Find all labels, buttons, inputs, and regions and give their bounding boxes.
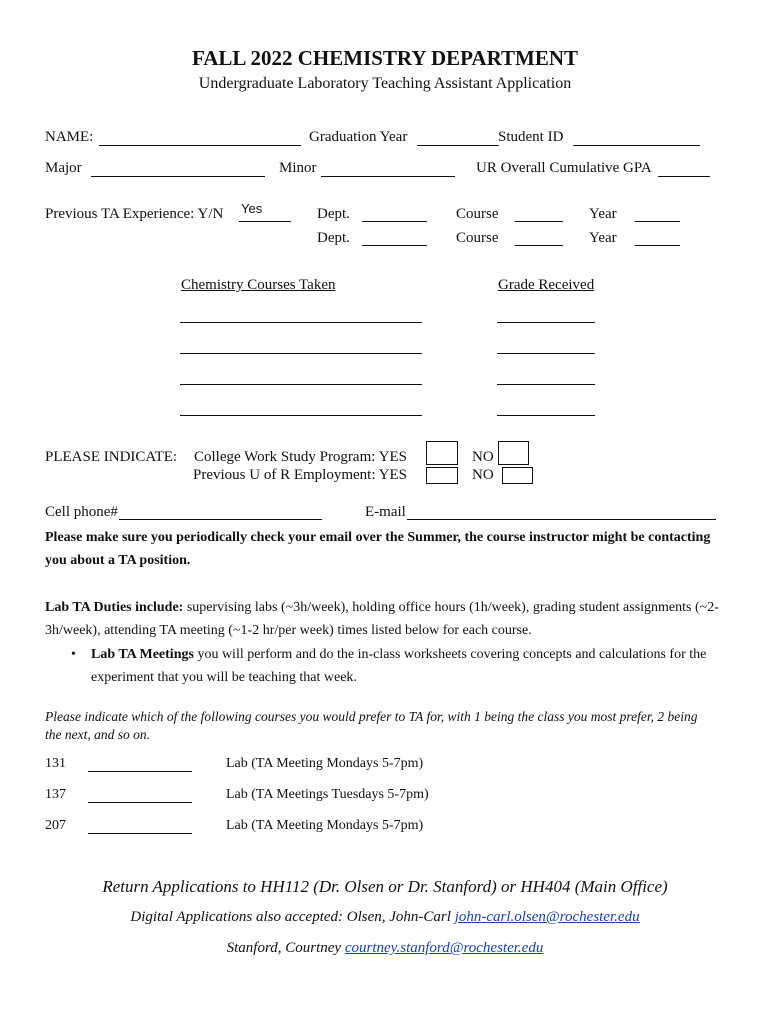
previous-ta-value[interactable]: Yes [241,201,263,216]
duties-paragraph [45,596,725,642]
duties-lead: Lab TA Duties include: [45,600,184,615]
graduation-year-field[interactable] [417,145,499,146]
meetings-lead: Lab TA Meetings [91,647,194,662]
preference-desc-137: Lab (TA Meetings Tuesdays 5-7pm) [226,787,429,802]
graduation-year-label: Graduation Year [309,129,408,145]
email-notice-text: Please make sure you periodically check your email over the Summer, the course instructor might be contacting you about a TA position. [45,530,711,568]
grade-field-2[interactable] [497,353,595,354]
cell-phone-label: Cell phone# [45,504,118,520]
year-label-1: Year [589,206,617,222]
student-id-label: Student ID [498,129,564,145]
digital-applications-text: Digital Applications also accepted: Olsen, John-Carl [130,909,455,925]
name-label: NAME: [45,129,94,145]
olsen-email-link[interactable]: john-carl.olsen@rochester.edu [454,909,640,925]
course-taken-field-4[interactable] [180,415,422,416]
preference-desc-207: Lab (TA Meeting Mondays 5-7pm) [226,818,424,833]
dept-label-1: Dept. [317,206,350,222]
course-taken-field-1[interactable] [180,322,422,323]
meetings-bullet [91,643,731,689]
work-study-yes-checkbox[interactable] [426,441,458,465]
gpa-label: UR Overall Cumulative GPA [476,160,652,176]
work-study-no-label: NO [472,449,494,465]
cell-phone-field[interactable] [119,519,322,520]
preference-rank-137[interactable] [88,802,192,803]
major-field[interactable] [91,176,265,177]
stanford-email-link[interactable]: courtney.stanford@rochester.edu [344,940,544,956]
course-label-1: Course [456,206,499,222]
major-label: Major [45,160,82,176]
grade-field-3[interactable] [497,384,595,385]
previous-ta-field[interactable] [239,221,291,222]
name-field[interactable] [99,145,301,146]
minor-field[interactable] [321,176,455,177]
preference-desc-131: Lab (TA Meeting Mondays 5-7pm) [226,756,424,771]
preference-course-207: 207 [45,818,66,833]
course-taken-field-3[interactable] [180,384,422,385]
email-field[interactable] [407,519,716,520]
previous-employment-no-checkbox[interactable] [502,467,533,484]
preference-rank-207[interactable] [88,833,192,834]
page-title: FALL 2022 CHEMISTRY DEPARTMENT [191,46,579,70]
year-label-2: Year [589,230,617,246]
email-label: E-mail [365,504,406,520]
previous-ta-label: Previous TA Experience: Y/N [45,206,224,222]
year-field-2[interactable] [635,245,680,246]
preference-rank-131[interactable] [88,771,192,772]
previous-employment-label: Previous U of R Employment: YES [193,467,408,483]
preference-course-137: 137 [45,787,66,802]
please-indicate-label: PLEASE INDICATE: [45,449,178,465]
return-instructions: Return Applications to HH112 (Dr. Olsen or Dr. Stanford) or HH404 (Main Office) [102,877,668,896]
work-study-label: College Work Study Program: YES [194,449,407,465]
meetings-text: you will perform and do the in-class worksheets covering concepts and calculations for the experiment that you will be teaching that week. [91,647,707,685]
duties-text: supervising labs (~3h/week), holding office hours (1h/week), grading student assignments (~2-3h/week), attending TA meeting (~1-2 hr/per week) times listed below for each course. [45,600,719,638]
page-subtitle: Undergraduate Laboratory Teaching Assistant Application [198,75,572,92]
student-id-field[interactable] [573,145,700,146]
gpa-field[interactable] [658,176,710,177]
grade-field-4[interactable] [497,415,595,416]
digital-applications-line [0,909,770,926]
minor-label: Minor [279,160,317,176]
grade-received-header: Grade Received [498,277,595,293]
course-field-1[interactable] [515,221,563,222]
email-notice [45,526,725,572]
course-taken-field-2[interactable] [180,353,422,354]
courses-taken-header: Chemistry Courses Taken [181,277,336,293]
work-study-no-checkbox[interactable] [498,441,529,465]
stanford-text: Stanford, Courtney [226,940,345,956]
previous-employment-no-label: NO [472,467,494,483]
dept-field-2[interactable] [362,245,427,246]
dept-label-2: Dept. [317,230,350,246]
previous-employment-yes-checkbox[interactable] [426,467,458,484]
dept-field-1[interactable] [362,221,427,222]
preference-instructions: Please indicate which of the following courses you would prefer to TA for, with 1 being the class you most prefer, 2 being the next, and so on. [45,709,698,742]
year-field-1[interactable] [635,221,680,222]
preference-course-131: 131 [45,756,66,771]
course-field-2[interactable] [515,245,563,246]
course-label-2: Course [456,230,499,246]
grade-field-1[interactable] [497,322,595,323]
bullet-dot: • [71,647,76,662]
stanford-line [0,940,770,957]
